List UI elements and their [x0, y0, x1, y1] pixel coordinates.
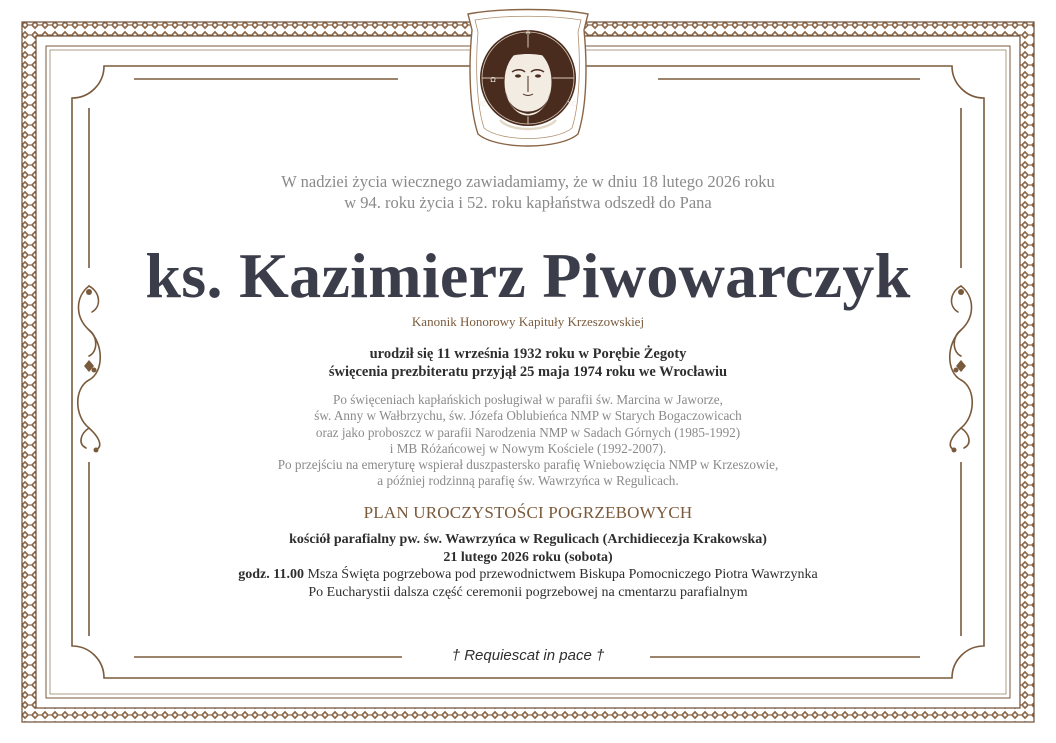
bio-line: św. Anny w Wałbrzychu, św. Józefa Oblubieńca NMP w Starych Bogaczowicach [314, 408, 742, 424]
funeral-mass-line [0, 566, 1056, 584]
funeral-plan-heading: PLAN UROCZYSTOŚCI POGRZEBOWYCH [363, 503, 693, 522]
cross-icon: † [595, 647, 605, 664]
ordination-line: święcenia prezbiteratu przyjął 25 maja 1974 roku we Wrocławiu [328, 364, 728, 380]
honorary-title: Kanonik Honorowy Kapituły Krzeszowskiej [411, 314, 645, 329]
closing-phrase [0, 647, 1056, 665]
bio-line: Po przejściu na emeryturę wspierał duszpastersko parafię Wniebowzięcia NMP w Krzeszowie, [277, 457, 779, 473]
requiescat-text: Requiescat in pace [464, 647, 592, 664]
bio-line: a później rodzinną parafię św. Wawrzyńca w Regulicach. [377, 473, 679, 489]
funeral-date: 21 lutego 2026 roku (sobota) [443, 549, 613, 565]
biography [0, 392, 1056, 490]
deceased-name: ks. Kazimierz Piwowarczyk [145, 240, 911, 311]
intro-line-2: w 94. roku życia i 52. roku kapłaństwa odszedł do Pana [344, 193, 712, 212]
funeral-mass: Msza Święta pogrzebowa pod przewodnictwem Biskupa Pomocniczego Piotra Wawrzynka [307, 567, 818, 582]
funeral-time: godz. 11.00 [238, 567, 304, 582]
bio-line: oraz jako proboszcz w parafii Narodzenia NMP w Sadach Górnych (1985-1992) [315, 424, 741, 440]
funeral-church: kościół parafialny pw. św. Wawrzyńca w Regulicach (Archidiecezja Krakowska) [289, 532, 767, 547]
svg-text:Ω: Ω [490, 76, 496, 84]
svg-text:XC: XC [567, 100, 577, 108]
cross-icon: † [451, 647, 461, 664]
svg-text:IC: IC [479, 100, 487, 108]
funeral-details [0, 531, 1056, 601]
intro-announcement [0, 171, 1056, 213]
bio-line: i MB Różańcowej w Nowym Kościele (1992-2007). [389, 440, 667, 456]
svg-text:A: A [525, 28, 531, 36]
bio-line: Po święceniach kapłańskich posługiwał w parafii św. Marcina w Jaworze, [333, 392, 723, 407]
birth-line: urodził się 11 września 1932 roku w Porębie Żegoty [369, 346, 687, 362]
christ-icon [468, 10, 588, 147]
birth-ordination-info [0, 345, 1056, 381]
intro-line-1: W nadziei życia wiecznego zawiadamiamy, że w dniu 18 lutego 2026 roku [281, 172, 775, 191]
funeral-after: Po Eucharystii dalsza część ceremonii pogrzebowej na cmentarzu parafialnym [308, 584, 748, 600]
